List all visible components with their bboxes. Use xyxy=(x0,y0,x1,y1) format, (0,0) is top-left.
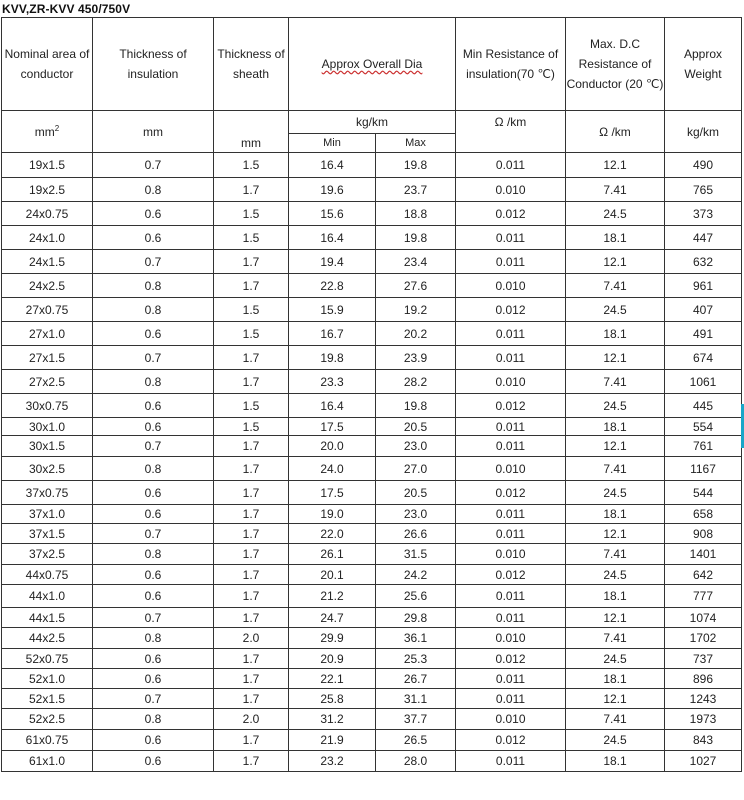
unit-dia-max: Max xyxy=(376,134,456,153)
cell-dia-max: 31.5 xyxy=(376,544,456,565)
cell-max-res: 7.41 xyxy=(566,544,665,565)
cell-dia-min: 24.0 xyxy=(289,457,376,481)
cell-dia-min: 16.4 xyxy=(289,226,376,250)
cell-dia-min: 17.5 xyxy=(289,418,376,436)
cell-sheath: 2.0 xyxy=(214,709,289,730)
cell-dia-min: 22.1 xyxy=(289,669,376,689)
unit-dia-min: Min xyxy=(289,134,376,153)
cell-max-res: 12.1 xyxy=(566,524,665,544)
cell-area: 44x1.0 xyxy=(2,585,93,608)
table-row xyxy=(2,709,742,730)
cell-insulation: 0.6 xyxy=(93,649,214,669)
table-row xyxy=(2,649,742,669)
cell-dia-min: 31.2 xyxy=(289,709,376,730)
cell-dia-min: 23.3 xyxy=(289,370,376,394)
cell-dia-max: 28.2 xyxy=(376,370,456,394)
cell-area: 52x0.75 xyxy=(2,649,93,669)
cell-sheath: 1.7 xyxy=(214,505,289,524)
header-min-resistance: Min Resistance of insulation(70 ℃) xyxy=(456,18,566,111)
cell-dia-max: 20.5 xyxy=(376,481,456,505)
cell-dia-min: 23.2 xyxy=(289,751,376,772)
cell-max-res: 12.1 xyxy=(566,250,665,274)
cell-insulation: 0.7 xyxy=(93,608,214,628)
cell-weight: 447 xyxy=(665,226,742,250)
cell-insulation: 0.6 xyxy=(93,730,214,751)
table-row xyxy=(2,585,742,608)
cell-sheath: 1.5 xyxy=(214,298,289,322)
cell-dia-min: 26.1 xyxy=(289,544,376,565)
table-row xyxy=(2,250,742,274)
cable-spec-table xyxy=(1,17,742,772)
cell-sheath: 1.7 xyxy=(214,585,289,608)
cell-area: 37x1.5 xyxy=(2,524,93,544)
cell-insulation: 0.6 xyxy=(93,505,214,524)
cell-area: 27x1.0 xyxy=(2,322,93,346)
unit-max-res: Ω /km xyxy=(566,111,665,153)
cell-insulation: 0.6 xyxy=(93,669,214,689)
cell-insulation: 0.8 xyxy=(93,457,214,481)
cell-dia-max: 19.8 xyxy=(376,394,456,418)
cell-dia-max: 20.2 xyxy=(376,322,456,346)
cell-max-res: 24.5 xyxy=(566,565,665,585)
cell-dia-max: 36.1 xyxy=(376,628,456,649)
cell-weight: 632 xyxy=(665,250,742,274)
cell-min-res: 0.012 xyxy=(456,202,566,226)
cell-max-res: 18.1 xyxy=(566,418,665,436)
cell-sheath: 1.5 xyxy=(214,322,289,346)
cell-max-res: 12.1 xyxy=(566,346,665,370)
cell-insulation: 0.7 xyxy=(93,436,214,457)
unit-sheath-label: mm xyxy=(241,136,261,150)
cell-insulation: 0.8 xyxy=(93,628,214,649)
cell-insulation: 0.8 xyxy=(93,370,214,394)
cell-sheath: 1.7 xyxy=(214,481,289,505)
cell-weight: 642 xyxy=(665,565,742,585)
cell-min-res: 0.012 xyxy=(456,730,566,751)
cell-area: 30x2.5 xyxy=(2,457,93,481)
cell-weight: 491 xyxy=(665,322,742,346)
cell-insulation: 0.6 xyxy=(93,226,214,250)
cell-max-res: 18.1 xyxy=(566,585,665,608)
cell-sheath: 1.7 xyxy=(214,436,289,457)
cell-dia-min: 19.0 xyxy=(289,505,376,524)
table-row xyxy=(2,394,742,418)
cell-weight: 777 xyxy=(665,585,742,608)
cell-weight: 843 xyxy=(665,730,742,751)
cell-weight: 765 xyxy=(665,178,742,202)
cell-area: 27x0.75 xyxy=(2,298,93,322)
cell-weight: 445 xyxy=(665,394,742,418)
cell-dia-min: 15.9 xyxy=(289,298,376,322)
cell-dia-max: 23.7 xyxy=(376,178,456,202)
cell-min-res: 0.011 xyxy=(456,436,566,457)
cell-insulation: 0.6 xyxy=(93,585,214,608)
cell-dia-min: 22.0 xyxy=(289,524,376,544)
cell-dia-min: 16.7 xyxy=(289,322,376,346)
header-approx-dia xyxy=(289,18,456,111)
cell-max-res: 7.41 xyxy=(566,709,665,730)
cell-insulation: 0.8 xyxy=(93,544,214,565)
cell-dia-max: 23.0 xyxy=(376,505,456,524)
cell-insulation: 0.7 xyxy=(93,250,214,274)
cell-dia-max: 23.4 xyxy=(376,250,456,274)
cell-min-res: 0.012 xyxy=(456,481,566,505)
cell-sheath: 1.7 xyxy=(214,565,289,585)
cell-max-res: 24.5 xyxy=(566,730,665,751)
header-thickness-insulation: Thickness of insulation xyxy=(93,18,214,111)
cell-min-res: 0.011 xyxy=(456,689,566,709)
cell-insulation: 0.6 xyxy=(93,418,214,436)
cell-min-res: 0.011 xyxy=(456,153,566,178)
cell-insulation: 0.6 xyxy=(93,322,214,346)
cell-insulation: 0.7 xyxy=(93,524,214,544)
cell-max-res: 18.1 xyxy=(566,751,665,772)
cell-dia-min: 15.6 xyxy=(289,202,376,226)
cell-min-res: 0.012 xyxy=(456,394,566,418)
cell-dia-max: 27.6 xyxy=(376,274,456,298)
cell-min-res: 0.011 xyxy=(456,608,566,628)
cell-dia-max: 28.0 xyxy=(376,751,456,772)
table-row xyxy=(2,544,742,565)
table-row xyxy=(2,322,742,346)
cell-dia-max: 20.5 xyxy=(376,418,456,436)
table-row xyxy=(2,565,742,585)
cell-dia-max: 23.9 xyxy=(376,346,456,370)
cell-dia-min: 16.4 xyxy=(289,394,376,418)
table-row xyxy=(2,274,742,298)
document-title: KVV,ZR-KVV 450/750V xyxy=(2,2,131,16)
cell-weight: 554 xyxy=(665,418,742,436)
cell-min-res: 0.010 xyxy=(456,628,566,649)
cell-insulation: 0.7 xyxy=(93,153,214,178)
cell-weight: 737 xyxy=(665,649,742,669)
cell-area: 24x2.5 xyxy=(2,274,93,298)
cell-dia-max: 26.5 xyxy=(376,730,456,751)
cell-min-res: 0.010 xyxy=(456,274,566,298)
cell-dia-min: 17.5 xyxy=(289,481,376,505)
table-row xyxy=(2,481,742,505)
cell-weight: 1401 xyxy=(665,544,742,565)
cell-insulation: 0.6 xyxy=(93,394,214,418)
unit-dia: kg/km xyxy=(289,111,456,134)
cell-min-res: 0.011 xyxy=(456,418,566,436)
cell-insulation: 0.6 xyxy=(93,751,214,772)
cell-dia-min: 19.6 xyxy=(289,178,376,202)
cell-max-res: 18.1 xyxy=(566,226,665,250)
table-row xyxy=(2,418,742,436)
cell-min-res: 0.010 xyxy=(456,457,566,481)
cell-area: 27x1.5 xyxy=(2,346,93,370)
cell-dia-min: 21.2 xyxy=(289,585,376,608)
cell-sheath: 1.7 xyxy=(214,669,289,689)
table-row xyxy=(2,669,742,689)
cell-dia-max: 26.7 xyxy=(376,669,456,689)
cell-min-res: 0.011 xyxy=(456,346,566,370)
cell-sheath: 1.7 xyxy=(214,524,289,544)
cell-dia-min: 20.9 xyxy=(289,649,376,669)
cell-sheath: 1.7 xyxy=(214,346,289,370)
cell-weight: 1027 xyxy=(665,751,742,772)
cell-weight: 407 xyxy=(665,298,742,322)
cell-insulation: 0.8 xyxy=(93,178,214,202)
cell-sheath: 2.0 xyxy=(214,628,289,649)
cell-max-res: 7.41 xyxy=(566,370,665,394)
cell-weight: 908 xyxy=(665,524,742,544)
cell-max-res: 24.5 xyxy=(566,202,665,226)
cell-sheath: 1.7 xyxy=(214,730,289,751)
cell-area: 37x2.5 xyxy=(2,544,93,565)
cell-dia-max: 19.8 xyxy=(376,153,456,178)
cell-max-res: 24.5 xyxy=(566,481,665,505)
cell-sheath: 1.7 xyxy=(214,370,289,394)
table-row xyxy=(2,153,742,178)
cell-sheath: 1.7 xyxy=(214,649,289,669)
cell-area: 24x1.5 xyxy=(2,250,93,274)
cell-sheath: 1.7 xyxy=(214,689,289,709)
cell-min-res: 0.011 xyxy=(456,669,566,689)
cell-area: 61x0.75 xyxy=(2,730,93,751)
cell-max-res: 7.41 xyxy=(566,628,665,649)
cell-sheath: 1.5 xyxy=(214,418,289,436)
cell-sheath: 1.7 xyxy=(214,178,289,202)
cell-max-res: 7.41 xyxy=(566,274,665,298)
cell-weight: 1243 xyxy=(665,689,742,709)
cell-area: 44x2.5 xyxy=(2,628,93,649)
cell-min-res: 0.011 xyxy=(456,250,566,274)
cell-sheath: 1.5 xyxy=(214,153,289,178)
cell-insulation: 0.7 xyxy=(93,346,214,370)
cell-area: 52x1.0 xyxy=(2,669,93,689)
cell-dia-max: 37.7 xyxy=(376,709,456,730)
unit-min-res: Ω /km xyxy=(456,111,566,153)
cell-min-res: 0.011 xyxy=(456,585,566,608)
unit-area-base: mm xyxy=(34,125,55,139)
cell-area: 52x2.5 xyxy=(2,709,93,730)
cell-insulation: 0.6 xyxy=(93,565,214,585)
cell-insulation: 0.6 xyxy=(93,481,214,505)
cell-weight: 1061 xyxy=(665,370,742,394)
header-approx-dia-label: Approx Overall Dia xyxy=(321,57,423,71)
table-row xyxy=(2,730,742,751)
table-row xyxy=(2,751,742,772)
table-row xyxy=(2,524,742,544)
header-thickness-sheath: Thickness of sheath xyxy=(214,18,289,111)
cell-weight: 373 xyxy=(665,202,742,226)
cell-min-res: 0.012 xyxy=(456,649,566,669)
cell-weight: 658 xyxy=(665,505,742,524)
cell-insulation: 0.6 xyxy=(93,202,214,226)
cell-min-res: 0.011 xyxy=(456,322,566,346)
cell-dia-min: 21.9 xyxy=(289,730,376,751)
cell-min-res: 0.010 xyxy=(456,370,566,394)
cell-area: 30x1.0 xyxy=(2,418,93,436)
cell-weight: 961 xyxy=(665,274,742,298)
cell-insulation: 0.8 xyxy=(93,298,214,322)
spec-table-container xyxy=(1,17,744,772)
cell-insulation: 0.7 xyxy=(93,689,214,709)
cell-max-res: 12.1 xyxy=(566,608,665,628)
cell-max-res: 24.5 xyxy=(566,649,665,669)
table-row xyxy=(2,346,742,370)
cell-weight: 761 xyxy=(665,436,742,457)
cell-sheath: 1.5 xyxy=(214,226,289,250)
unit-area xyxy=(2,111,93,153)
cell-min-res: 0.011 xyxy=(456,751,566,772)
cell-area: 19x1.5 xyxy=(2,153,93,178)
cell-area: 44x1.5 xyxy=(2,608,93,628)
cell-area: 19x2.5 xyxy=(2,178,93,202)
table-row xyxy=(2,505,742,524)
table-row xyxy=(2,298,742,322)
cell-min-res: 0.011 xyxy=(456,226,566,250)
cell-max-res: 7.41 xyxy=(566,457,665,481)
cell-weight: 544 xyxy=(665,481,742,505)
cell-dia-max: 19.2 xyxy=(376,298,456,322)
cell-max-res: 12.1 xyxy=(566,153,665,178)
cell-sheath: 1.7 xyxy=(214,751,289,772)
cell-dia-max: 25.6 xyxy=(376,585,456,608)
cell-dia-min: 25.8 xyxy=(289,689,376,709)
table-row xyxy=(2,628,742,649)
cell-dia-max: 18.8 xyxy=(376,202,456,226)
cell-min-res: 0.010 xyxy=(456,178,566,202)
cell-max-res: 18.1 xyxy=(566,669,665,689)
cell-dia-min: 16.4 xyxy=(289,153,376,178)
table-row xyxy=(2,457,742,481)
cell-sheath: 1.7 xyxy=(214,457,289,481)
cell-area: 24x1.0 xyxy=(2,226,93,250)
header-row xyxy=(2,18,742,111)
cell-dia-max: 23.0 xyxy=(376,436,456,457)
cell-area: 27x2.5 xyxy=(2,370,93,394)
cell-max-res: 7.41 xyxy=(566,178,665,202)
cell-max-res: 18.1 xyxy=(566,505,665,524)
cell-max-res: 12.1 xyxy=(566,689,665,709)
table-row xyxy=(2,689,742,709)
cell-sheath: 1.7 xyxy=(214,608,289,628)
table-row xyxy=(2,370,742,394)
unit-row xyxy=(2,111,742,134)
cell-dia-min: 20.1 xyxy=(289,565,376,585)
cell-area: 37x1.0 xyxy=(2,505,93,524)
table-row xyxy=(2,202,742,226)
cell-sheath: 1.7 xyxy=(214,250,289,274)
cell-insulation: 0.8 xyxy=(93,709,214,730)
header-max-dc-resistance: Max. D.C Resistance of Conductor (20 ℃) xyxy=(566,18,665,111)
cell-area: 61x1.0 xyxy=(2,751,93,772)
cell-dia-max: 19.8 xyxy=(376,226,456,250)
cell-dia-max: 26.6 xyxy=(376,524,456,544)
cell-min-res: 0.010 xyxy=(456,709,566,730)
cell-weight: 1973 xyxy=(665,709,742,730)
cell-insulation: 0.8 xyxy=(93,274,214,298)
cell-dia-max: 27.0 xyxy=(376,457,456,481)
cell-weight: 1074 xyxy=(665,608,742,628)
unit-sheath xyxy=(214,111,289,153)
cell-dia-min: 20.0 xyxy=(289,436,376,457)
cell-max-res: 12.1 xyxy=(566,436,665,457)
unit-weight: kg/km xyxy=(665,111,742,153)
cell-sheath: 1.7 xyxy=(214,544,289,565)
cell-sheath: 1.7 xyxy=(214,274,289,298)
header-approx-weight: Approx Weight xyxy=(665,18,742,111)
cell-dia-min: 19.8 xyxy=(289,346,376,370)
cell-min-res: 0.010 xyxy=(456,544,566,565)
cell-dia-max: 29.8 xyxy=(376,608,456,628)
table-row xyxy=(2,178,742,202)
table-row xyxy=(2,608,742,628)
cell-dia-min: 29.9 xyxy=(289,628,376,649)
cell-min-res: 0.012 xyxy=(456,565,566,585)
cell-area: 30x0.75 xyxy=(2,394,93,418)
unit-insulation: mm xyxy=(93,111,214,153)
cell-area: 37x0.75 xyxy=(2,481,93,505)
cell-weight: 490 xyxy=(665,153,742,178)
cell-dia-max: 24.2 xyxy=(376,565,456,585)
header-nominal-area: Nominal area of conductor xyxy=(2,18,93,111)
cell-dia-min: 24.7 xyxy=(289,608,376,628)
cell-weight: 1167 xyxy=(665,457,742,481)
cell-min-res: 0.012 xyxy=(456,298,566,322)
cell-weight: 674 xyxy=(665,346,742,370)
cell-area: 44x0.75 xyxy=(2,565,93,585)
cell-max-res: 24.5 xyxy=(566,394,665,418)
cell-sheath: 1.5 xyxy=(214,394,289,418)
cell-sheath: 1.5 xyxy=(214,202,289,226)
cell-dia-min: 22.8 xyxy=(289,274,376,298)
cell-max-res: 18.1 xyxy=(566,322,665,346)
cell-weight: 896 xyxy=(665,669,742,689)
cell-area: 24x0.75 xyxy=(2,202,93,226)
table-row xyxy=(2,436,742,457)
cell-dia-min: 19.4 xyxy=(289,250,376,274)
cell-min-res: 0.011 xyxy=(456,505,566,524)
cell-area: 52x1.5 xyxy=(2,689,93,709)
cell-max-res: 24.5 xyxy=(566,298,665,322)
cell-dia-max: 25.3 xyxy=(376,649,456,669)
cell-area: 30x1.5 xyxy=(2,436,93,457)
cell-weight: 1702 xyxy=(665,628,742,649)
cell-min-res: 0.011 xyxy=(456,524,566,544)
cell-dia-max: 31.1 xyxy=(376,689,456,709)
table-row xyxy=(2,226,742,250)
unit-area-exp: 2 xyxy=(54,124,60,133)
